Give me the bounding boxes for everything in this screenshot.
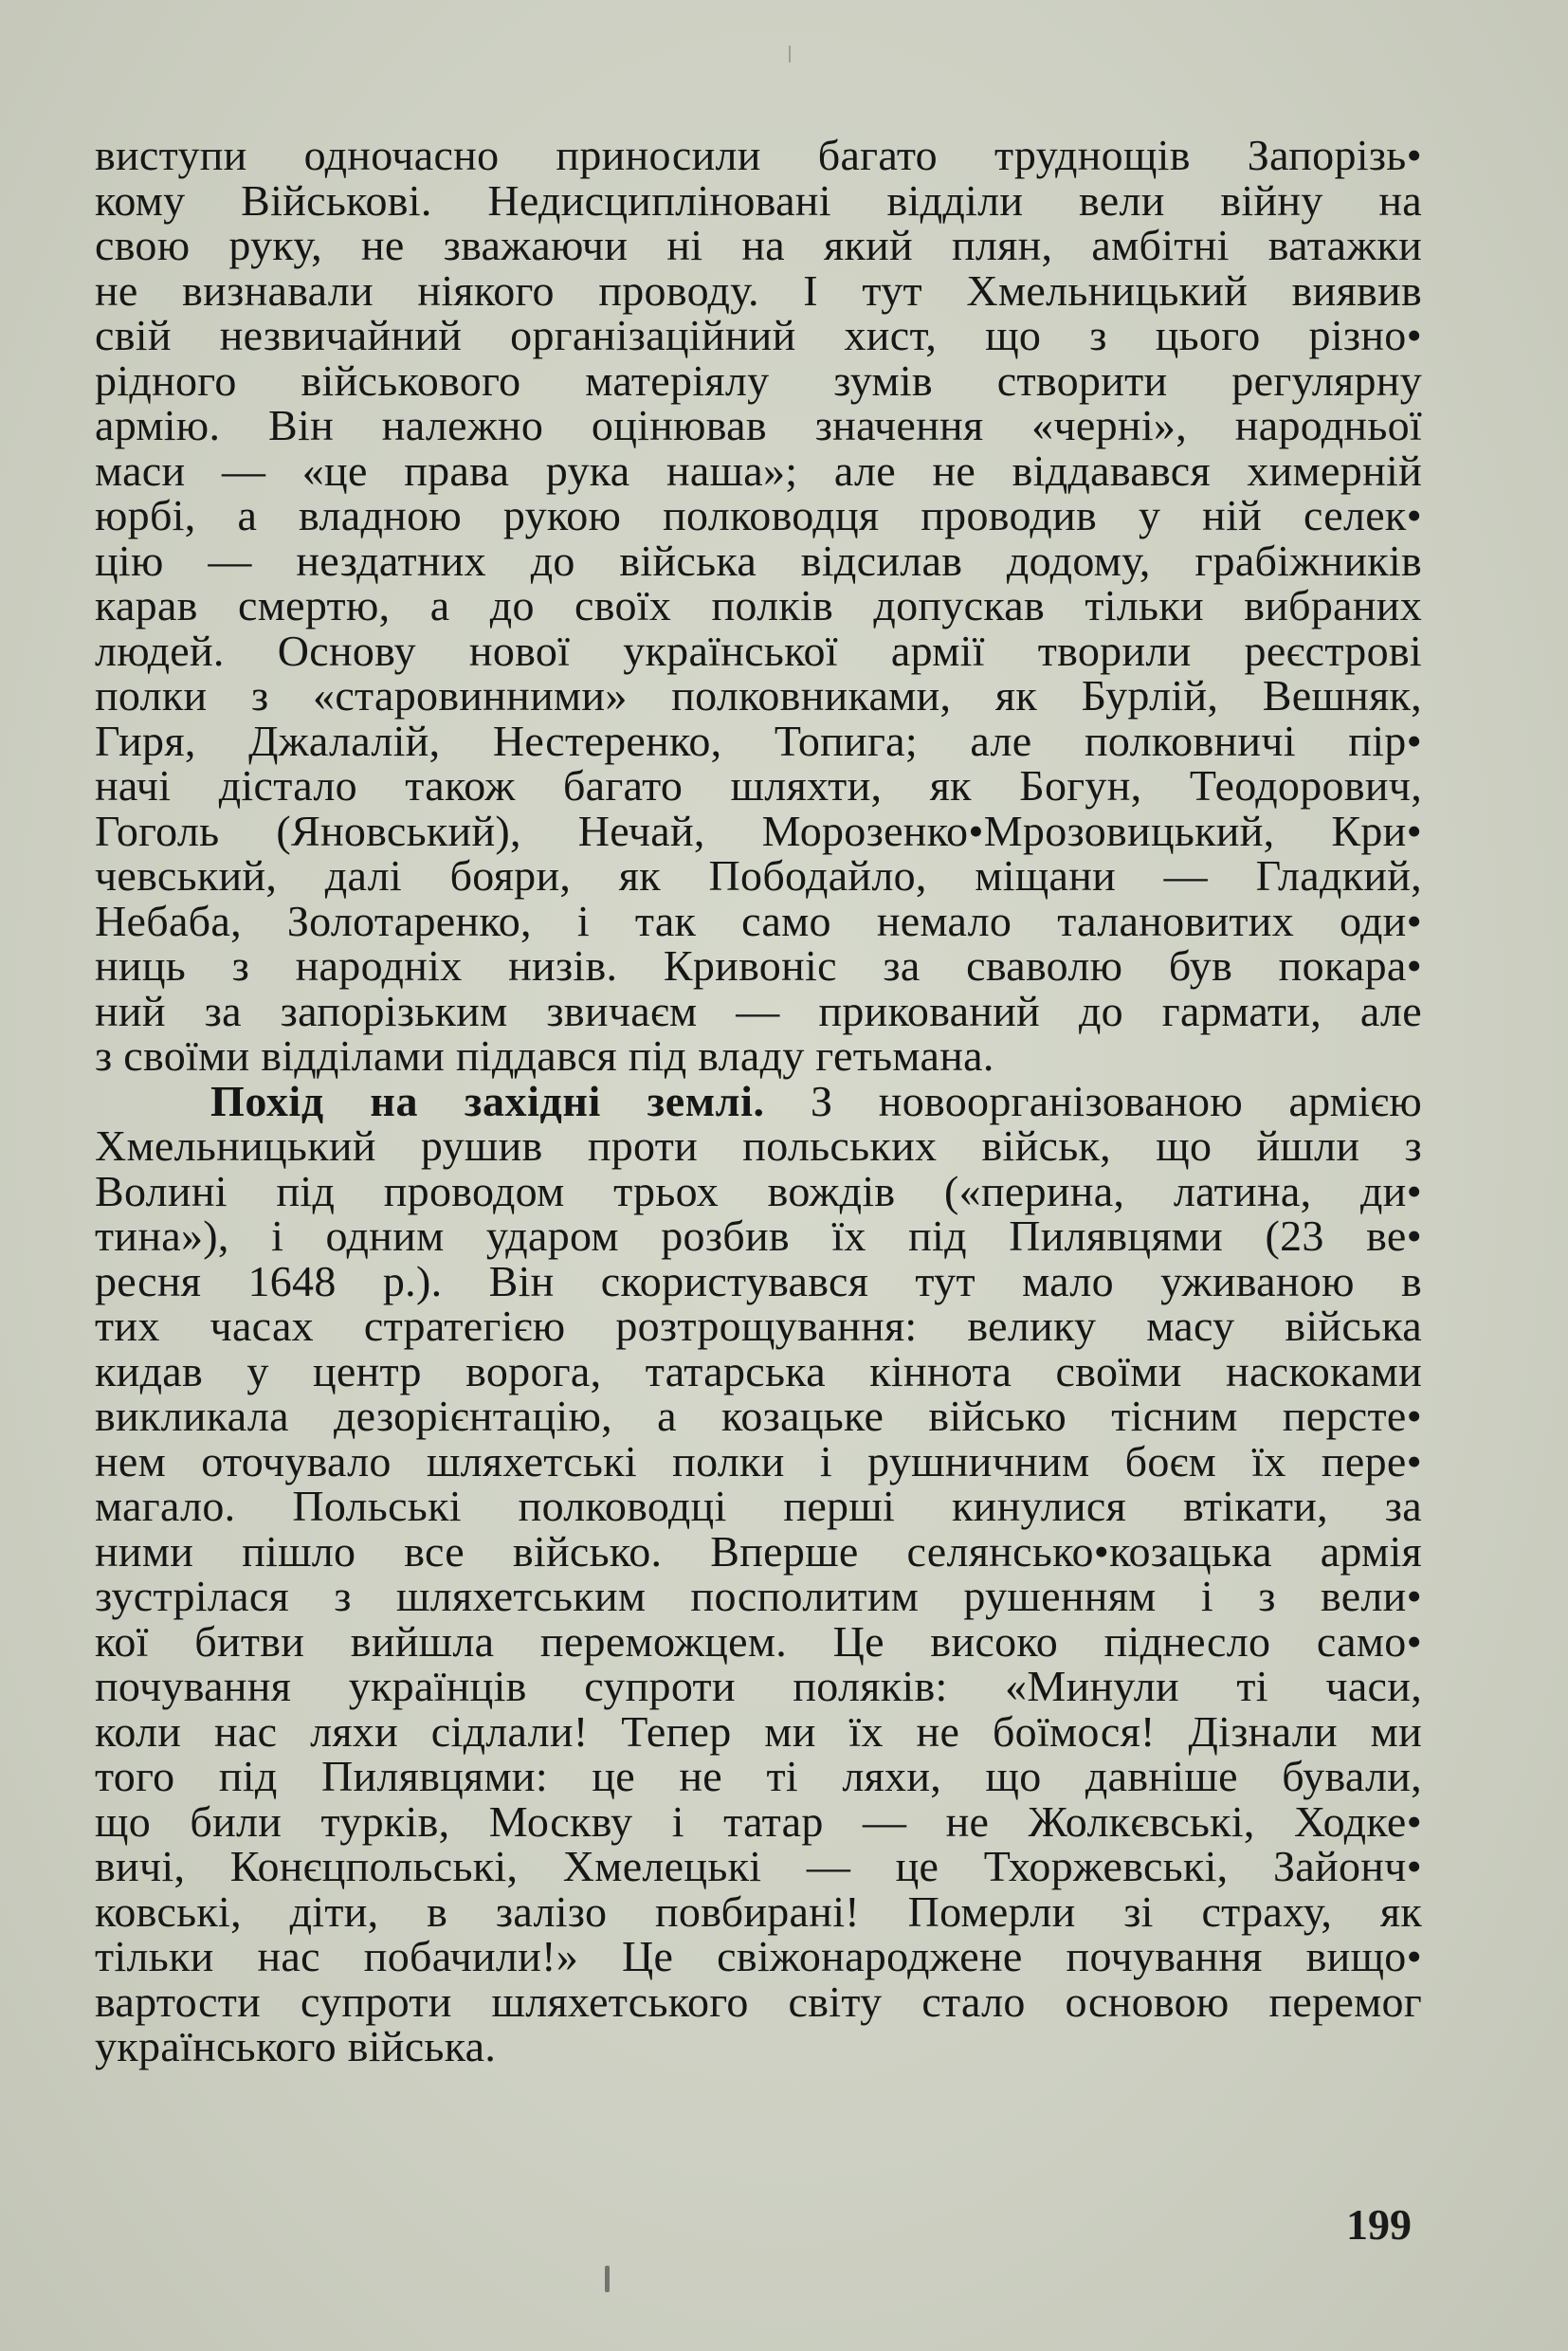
text-line: свою руку, не зважаючи ні на який плян, амбітні ватажки	[95, 221, 1422, 269]
section-heading-line	[95, 1076, 1422, 1125]
text-line: викликала дезорієнтацію, а козацьке військо тісним персте•	[95, 1392, 1422, 1440]
text-line: що били турків, Москву і татар — не Жолкєвські, Ходке•	[95, 1796, 1422, 1846]
text-line: ковські, діти, в залізо повбирані! Померли зі страху, як	[95, 1886, 1422, 1936]
text-line: Небаба, Золотаренко, і так само немало талановитих оди•	[95, 896, 1422, 945]
text-line: людей. Основу нової української армії творили реєстрові	[95, 626, 1422, 675]
text-line: українського війська.	[95, 2022, 497, 2070]
text-line: зустрілася з шляхетським посполитим рушенням і з вели•	[95, 1572, 1422, 1620]
text-line: не визнавали ніякого проводу. І тут Хмельницький виявив	[95, 265, 1422, 315]
text-line: ресня 1648 р.). Він скористувався тут мало уживаною в	[95, 1256, 1422, 1305]
text-line: маси — «це права рука наша»; але не віддавався химерній	[95, 446, 1422, 495]
scan-mark	[605, 2266, 610, 2292]
text-line: ниць з народніх низів. Кривоніс за сваволю був покара•	[95, 941, 1422, 990]
text-line: кидав у центр ворога, татарська кіннота своїми наскоками	[95, 1346, 1422, 1395]
text-line: ний за запорізьким звичаєм — прикований до гармати, але	[95, 986, 1422, 1035]
scan-mark	[789, 46, 791, 63]
text-line: юрбі, а владною рукою полководця проводив у ній селек•	[95, 491, 1422, 539]
heading-line-text: З новоорганізованою армією	[811, 1076, 1422, 1125]
text-line: того під Пилявцями: це не ті ляхи, що давніше бували,	[95, 1752, 1422, 1800]
paragraph-1	[95, 133, 1422, 1079]
text-line: цію — нездатних до війська відсилав додому, грабіжників	[95, 536, 1422, 585]
text-line: полки з «старовинними» полковниками, як Бурлій, Вешняк,	[95, 671, 1422, 720]
text-line: кої битви вийшла переможцем. Це високо піднесло само•	[95, 1616, 1422, 1666]
section-heading: Похід на західні землі.	[210, 1076, 765, 1125]
text-line: Гоголь (Яновський), Нечай, Морозенко•Мрозовицький, Кри•	[95, 806, 1422, 855]
text-line: виступи одночасно приносили багато труднощів Запорізь•	[95, 131, 1422, 179]
text-line: Гиря, Джалалій, Нестеренко, Топига; але полковничі пір•	[95, 716, 1422, 765]
text-line: вичі, Конєцпольські, Хмелецькі — це Тхоржевські, Зайонч•	[95, 1842, 1422, 1890]
text-line: тільки нас побачили!» Це свіжонароджене почування вищо•	[95, 1932, 1422, 1980]
text-line: ними пішло все військо. Вперше селянсько•козацька армія	[95, 1526, 1422, 1576]
text-line: рідного військового матеріялу зумів створити регулярну	[95, 355, 1422, 405]
text-line: почування українців супроти поляків: «Минули ті часи,	[95, 1662, 1422, 1710]
text-line: кому Військові. Недисципліновані відділи вели війну на	[95, 175, 1422, 225]
text-line: коли нас ляхи сідлали! Тепер ми їх не боїмося! Дізнали ми	[95, 1706, 1422, 1756]
text-line: начі дістало також багато шляхти, як Богун, Теодорович,	[95, 761, 1422, 810]
text-line: з своїми відділами піддався під владу гетьмана.	[95, 1031, 994, 1080]
text-line: тих часах стратегією розтрощування: велику масу війська	[95, 1302, 1422, 1350]
text-line: чевський, далі бояри, як Пободайло, міщани — Гладкий,	[95, 851, 1422, 900]
text-line: тина»), і одним ударом розбив їх під Пилявцями (23 ве•	[95, 1212, 1422, 1260]
text-line: армію. Він належно оцінював значення «черні», народньої	[95, 401, 1422, 449]
text-line: вартости супроти шляхетського світу стало основою перемог	[95, 1977, 1422, 2026]
page-number: 199	[1346, 2200, 1412, 2249]
text-line: карав смертю, а до своїх полків допускав тільки вибраних	[95, 581, 1422, 629]
text-line: свій незвичайний організаційний хист, що з цього різно•	[95, 311, 1422, 359]
text-line: нем оточувало шляхетські полки і рушничним боєм їх пере•	[95, 1436, 1422, 1485]
paragraph-2	[95, 1123, 1422, 2069]
text-line: Волині під проводом трьох вождів («перина, латина, ди•	[95, 1166, 1422, 1215]
body-text	[95, 133, 1422, 2069]
text-line: магало. Польські полководці перші кинулися втікати, за	[95, 1482, 1422, 1530]
text-line: Хмельницький рушив проти польських військ, що йшли з	[95, 1121, 1422, 1170]
